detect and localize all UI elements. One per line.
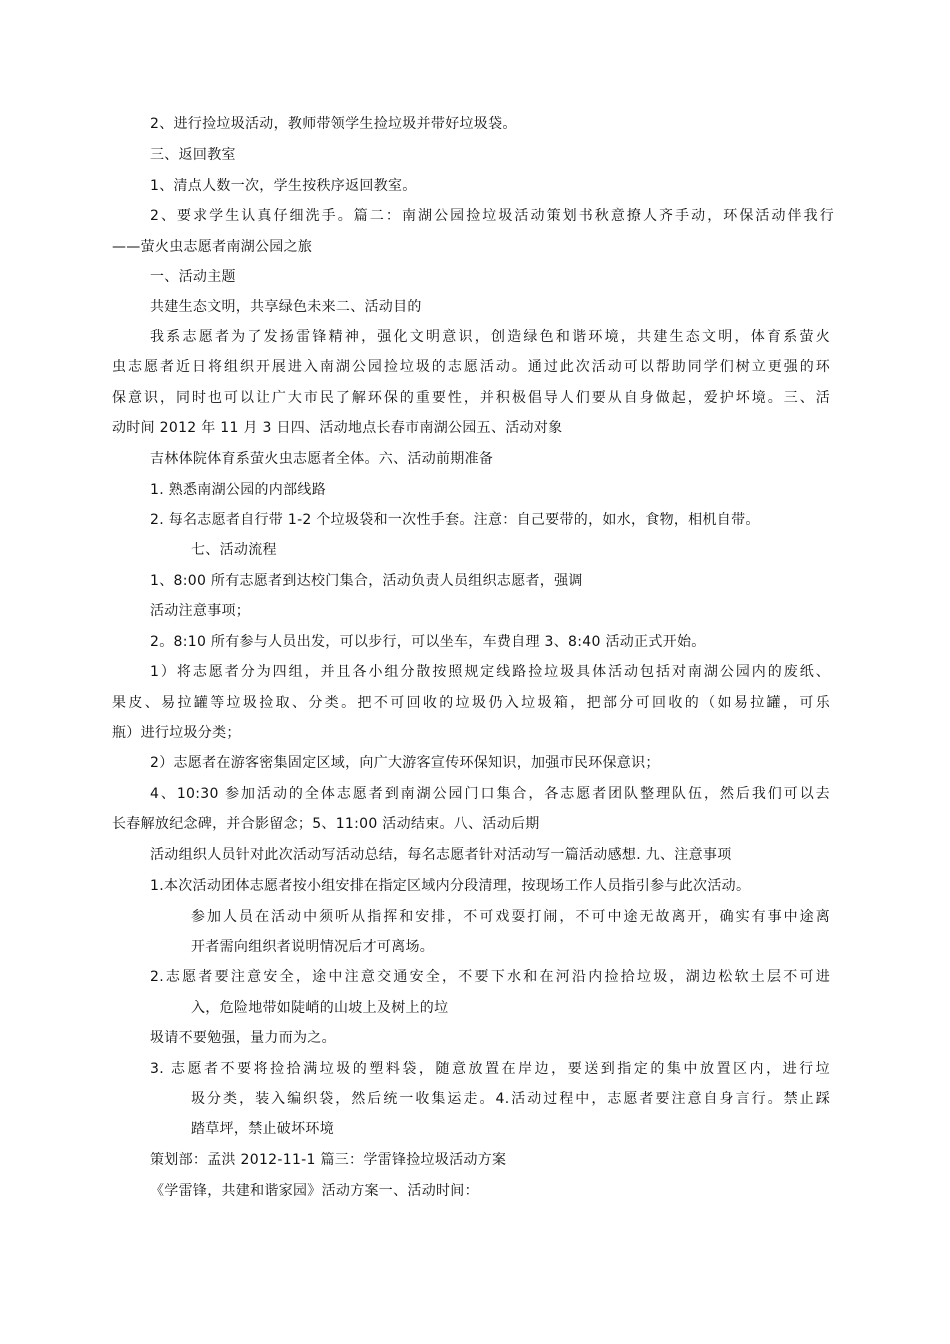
text-line: 虫志愿者近日将组织开展进入南湖公园捡垃圾的志愿活动。通过此次活动可以帮助同学们树立更强的环: [112, 359, 830, 375]
text-line: 活动组织人员针对此次活动写活动总结，每名志愿者针对活动写一篇活动感想. 九、注意事项: [150, 847, 732, 863]
text-line: 1）将志愿者分为四组，并且各小组分散按照规定线路捡垃圾具体活动包括对南湖公园内的废纸、: [150, 664, 830, 680]
text-line: 共建生态文明，共享绿色未来二、活动目的: [150, 299, 422, 315]
list-item: 1. 熟悉南湖公园的内部线路: [150, 482, 327, 498]
text-line: 开者需向组织者说明情况后才可离场。: [191, 939, 435, 955]
text-line: 踏草坪，禁止破坏环境: [191, 1121, 334, 1137]
text-line: 圾分类，装入编织袋，然后统一收集运走。4.活动过程中，志愿者要注意自身言行。禁止踩: [191, 1091, 830, 1107]
text-line: 参加人员在活动中须听从指挥和安排，不可戏耍打闹，不可中途无故离开，确实有事中途离: [191, 909, 830, 925]
text-line: 1、8:00 所有志愿者到达校门集合，活动负责人员组织志愿者，强调: [150, 573, 583, 589]
text-line: 动时间 2012 年 11 月 3 日四、活动地点长春市南湖公园五、活动对象: [112, 420, 563, 436]
text-line: 吉林体院体育系萤火虫志愿者全体。六、活动前期准备: [150, 451, 494, 467]
section-heading: 三、返回教室: [150, 147, 236, 163]
text-line: 《学雷锋，共建和谐家园》活动方案一、活动时间：: [150, 1183, 479, 1199]
text-line: 策划部：孟洪 2012-11-1 篇三：学雷锋捡垃圾活动方案: [150, 1152, 507, 1168]
text-line: 2、进行捡垃圾活动，教师带领学生捡垃圾并带好垃圾袋。: [150, 116, 517, 132]
text-line: 4、10:30 参加活动的全体志愿者到南湖公园门口集合，各志愿者团队整理队伍，然后我们可以去: [150, 786, 830, 802]
list-item: 3. 志愿者不要将捡拾满垃圾的塑料袋，随意放置在岸边，要送到指定的集中放置区内，进行垃: [150, 1061, 830, 1077]
list-item: 1.本次活动团体志愿者按小组安排在指定区域内分段清理，按现场工作人员指引参与此次活动。: [150, 878, 751, 894]
text-line: 长春解放纪念碑，并合影留念；5、11:00 活动结束。八、活动后期: [112, 816, 540, 832]
list-item: 2.志愿者要注意安全，途中注意交通安全，不要下水和在河沿内捡拾垃圾，湖边松软土层不可进: [150, 969, 830, 985]
text-line: 1、清点人数一次，学生按秩序返回教室。: [150, 178, 417, 194]
text-line: 瓶）进行垃圾分类；: [112, 725, 241, 741]
list-item: 2. 每名志愿者自行带 1-2 个垃圾袋和一次性手套。注意：自己要带的，如水，食物，相机自带。: [150, 512, 760, 528]
text-line: 2）志愿者在游客密集固定区域，向广大游客宣传环保知识，加强市民环保意识；: [150, 755, 660, 771]
text-line: 果皮、易拉罐等垃圾捡取、分类。把不可回收的垃圾仍入垃圾箱，把部分可回收的（如易拉罐，可乐: [112, 695, 830, 711]
section-heading: 一、活动主题: [150, 269, 236, 285]
text-line: 活动注意事项；: [150, 603, 251, 619]
text-line: 入，危险地带如陡峭的山坡上及树上的垃: [191, 1000, 449, 1016]
text-line: 2、要求学生认真仔细洗手。篇二：南湖公园捡垃圾活动策划书秋意撩人齐手动，环保活动伴我行: [150, 208, 834, 224]
text-line: 2。8:10 所有参与人员出发，可以步行，可以坐车，车费自理 3、8:40 活动正式开始。: [150, 634, 706, 650]
text-line: ——萤火虫志愿者南湖公园之旅: [112, 239, 313, 255]
text-line: 圾请不要勉强，量力而为之。: [150, 1030, 336, 1046]
section-heading: 七、活动流程: [191, 542, 277, 558]
text-line: 我系志愿者为了发扬雷锋精神，强化文明意识，创造绿色和谐环境，共建生态文明，体育系萤火: [150, 329, 830, 345]
text-line: 保意识，同时也可以让广大市民了解环保的重要性，并积极倡导人们要从自身做起，爱护坏境。三、活: [112, 390, 830, 406]
